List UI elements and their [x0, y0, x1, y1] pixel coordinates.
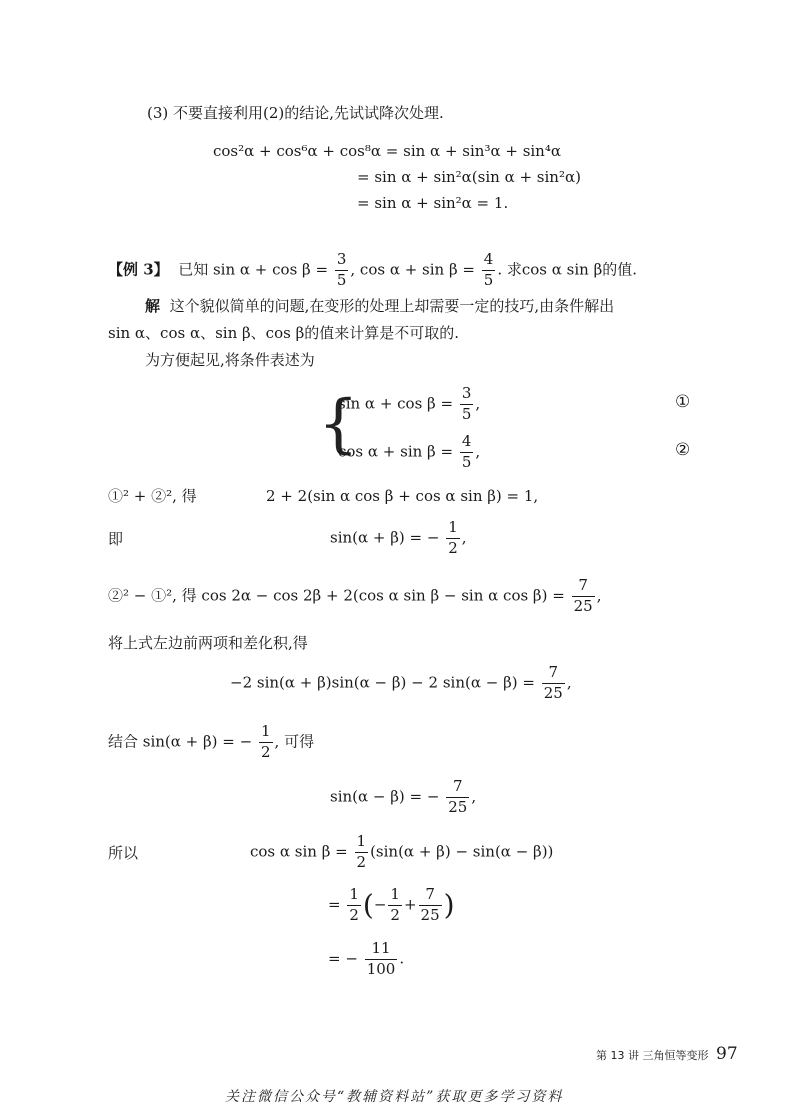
part3-line3: = sin α + sin²α = 1.: [357, 194, 509, 212]
step1-eq: 2 + 2(sin α cos β + cos α sin β) = 1,: [266, 487, 539, 505]
solution-para-3: 为方便起见,将条件表述为: [145, 351, 315, 369]
step7-eq: sin(α − β) = − $\frac{7}{25}$ ,: [330, 777, 477, 816]
step2-eq: sin(α + β) = − $\frac{1}{2}$ ,: [330, 518, 467, 557]
example-label: 【例 3】: [108, 260, 169, 279]
fraction: $\frac{4}{5}$: [461, 432, 472, 471]
part3-intro: (3) 不要直接利用(2)的结论,先试试降次处理.: [147, 104, 444, 122]
step3-eq: ②² − ①², 得 cos 2α − cos 2β + 2(cos α sin β − sin α cos β) = $\frac{7}{25}$ ,: [108, 576, 602, 615]
system-eq-1: sin α + cos β = $\frac{3}{5}$ ,: [338, 384, 481, 423]
fraction: $\frac{1}{2}$: [349, 885, 359, 924]
fraction: $\frac{7}{25}$: [543, 663, 563, 702]
equation-tag-1: ①: [675, 392, 691, 412]
final-line-3: = − $\frac{11}{100}$ .: [328, 939, 405, 978]
solution-text-1: 这个貌似简单的问题,在变形的处理上却需要一定的技巧,由条件解出: [169, 297, 615, 315]
final-label: 所以: [108, 844, 139, 862]
step5-eq: −2 sin(α + β)sin(α − β) − 2 sin(α − β) = $\frac{7}{25}$ ,: [230, 663, 572, 702]
chapter-title: 第 13 讲 三角恒等变形: [596, 1049, 709, 1062]
step6-eq: 结合 sin(α + β) = − $\frac{1}{2}$ , 可得: [108, 722, 315, 761]
fraction: $\frac{7}{25}$: [448, 777, 468, 816]
fraction: $\frac{1}{2}$: [261, 722, 271, 761]
page-number: 97: [716, 1044, 738, 1064]
part3-line2: = sin α + sin²α(sin α + sin²α): [357, 168, 581, 186]
solution-label: 解: [145, 297, 161, 315]
example-statement: [108, 252, 637, 289]
fraction: $\frac{11}{100}$: [366, 939, 396, 978]
part3-line1: cos²α + cos⁶α + cos⁸α = sin α + sin³α + sin⁴α: [213, 142, 561, 160]
example-text-2: , cos α + sin β =: [350, 260, 475, 279]
fraction: $\frac{4}{5}$: [483, 250, 494, 289]
solution-para-2: sin α、cos α、sin β、cos β的值来计算是不可取的.: [108, 324, 460, 342]
fraction: $\frac{7}{25}$: [420, 885, 440, 924]
fraction: $\frac{3}{5}$: [461, 384, 472, 423]
example-text-1: 已知 sin α + cos β =: [178, 260, 329, 279]
step2-label: 即: [108, 530, 124, 548]
system-brace: {: [318, 387, 359, 461]
solution-para-1: [145, 299, 614, 314]
step1-label: ①² + ②², 得: [108, 487, 197, 505]
final-line-2: = $\frac{1}{2}$ (− $\frac{1}{2}$ + $\frac{7}{25}$ ): [328, 885, 455, 924]
fraction: $\frac{1}{2}$: [390, 885, 400, 924]
example-text-3: . 求cos α sin β的值.: [497, 260, 638, 279]
watermark-note: 关注微信公众号“教辅资料站”获取更多学习资料: [225, 1089, 564, 1105]
final-line-1: cos α sin β = $\frac{1}{2}$ (sin(α + β) − sin(α − β)): [250, 832, 554, 871]
fraction: $\frac{3}{5}$: [336, 250, 347, 289]
fraction: $\frac{7}{25}$: [573, 576, 593, 615]
fraction: $\frac{1}{2}$: [448, 518, 458, 557]
system-eq-2: cos α + sin β = $\frac{4}{5}$ ,: [338, 432, 481, 471]
step4-text: 将上式左边前两项和差化积,得: [108, 634, 308, 652]
equation-tag-2: ②: [675, 440, 691, 460]
fraction: $\frac{1}{2}$: [356, 832, 367, 871]
